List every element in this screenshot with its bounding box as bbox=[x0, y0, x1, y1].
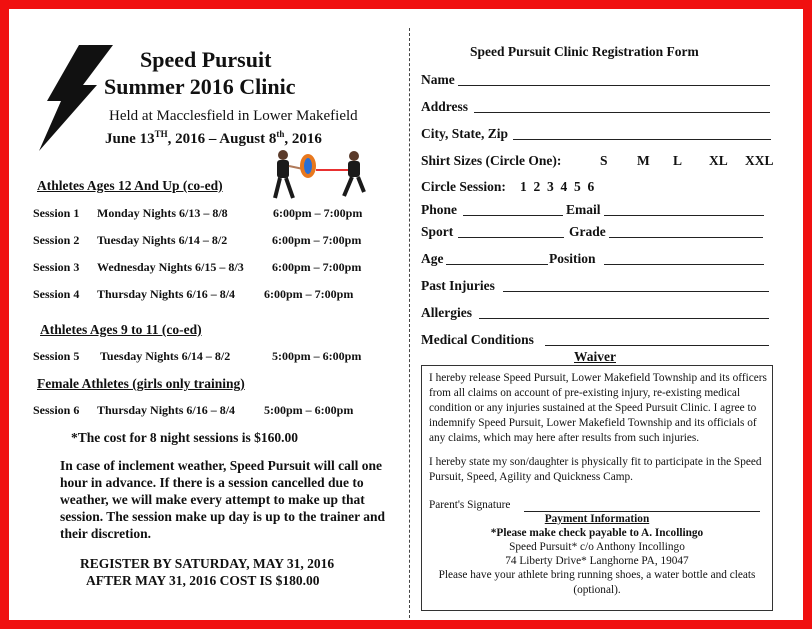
clinic-dates bbox=[105, 129, 322, 148]
position-field[interactable] bbox=[604, 264, 764, 265]
group-heading-9-11: Athletes Ages 9 to 11 (co-ed) bbox=[40, 322, 202, 337]
group-heading-female: Female Athletes (girls only training) bbox=[37, 376, 245, 391]
athletes-illustration bbox=[268, 148, 368, 202]
mailing-address-line1: Speed Pursuit* c/o Anthony Incollingo bbox=[509, 541, 685, 553]
lightning-bolt-icon bbox=[35, 45, 115, 153]
late-cost: AFTER MAY 31, 2016 COST IS $180.00 bbox=[86, 573, 320, 588]
clinic-title-line1: Speed Pursuit bbox=[140, 47, 272, 72]
circle-session-label: Circle Session: bbox=[421, 179, 506, 194]
address-label: Address bbox=[421, 99, 469, 114]
dates-end: , 2016 – August 8 bbox=[167, 131, 277, 147]
name-field[interactable] bbox=[458, 85, 770, 86]
sport-field[interactable] bbox=[458, 237, 564, 238]
session-4-day: Thursday Nights 6/16 – 8/4 bbox=[97, 287, 236, 301]
payment-payable-note: *Please make check payable to A. Incollingo bbox=[490, 527, 704, 539]
email-field[interactable] bbox=[604, 215, 764, 216]
dates-sup-2: th bbox=[276, 129, 285, 139]
grade-label: Grade bbox=[569, 224, 606, 239]
age-field[interactable] bbox=[446, 264, 548, 265]
payment-info-title: Payment Information bbox=[544, 513, 650, 525]
form-title: Speed Pursuit Clinic Registration Form bbox=[470, 44, 699, 59]
city-state-zip-label: City, State, Zip bbox=[421, 126, 509, 141]
age-label: Age bbox=[421, 251, 444, 266]
shirt-size-xl[interactable]: XL bbox=[709, 153, 728, 168]
mailing-address-line2: 74 Liberty Drive* Langhorne PA, 19047 bbox=[505, 555, 689, 567]
parent-signature-label: Parent's Signature bbox=[429, 499, 511, 511]
waiver-box bbox=[421, 365, 773, 611]
session-5-day: Tuesday Nights 6/14 – 8/2 bbox=[100, 349, 231, 363]
waiver-release-text: I hereby release Speed Pursuit, Lower Makefield Township and its officers from all claims on account of pre-existing injury, re-existing medical condition or any injuries sustained at the Speed Pursuit Clinic. I agree to indemnify Speed Pursuit, Lower Makefield Township and its officials of any claims, which may here after results from such injuries. bbox=[429, 372, 767, 444]
session-1-name: Session 1 bbox=[33, 206, 80, 220]
name-label: Name bbox=[421, 72, 455, 87]
position-label: Position bbox=[549, 251, 596, 266]
dates-start: June 13 bbox=[105, 131, 155, 147]
session-6-time: 5:00pm – 6:00pm bbox=[264, 403, 354, 417]
city-state-zip-field[interactable] bbox=[513, 139, 771, 140]
session-2-time: 6:00pm – 7:00pm bbox=[272, 233, 362, 247]
grade-field[interactable] bbox=[609, 237, 763, 238]
session-5-time: 5:00pm – 6:00pm bbox=[272, 349, 362, 363]
phone-field[interactable] bbox=[463, 215, 563, 216]
session-1-time: 6:00pm – 7:00pm bbox=[273, 206, 363, 220]
session-3-time: 6:00pm – 7:00pm bbox=[272, 260, 362, 274]
session-6-name: Session 6 bbox=[33, 403, 80, 417]
session-6-day: Thursday Nights 6/16 – 8/4 bbox=[97, 403, 236, 417]
shirt-size-xxl[interactable]: XXL bbox=[745, 153, 774, 168]
session-3-day: Wednesday Nights 6/15 – 8/3 bbox=[97, 260, 244, 274]
waiver-fitness-text: I hereby state my son/daughter is physically fit to participate in the Speed Pursuit, Speed, Agility and Quickness Camp. bbox=[429, 456, 762, 483]
past-injuries-field[interactable] bbox=[503, 291, 769, 292]
equipment-note: Please have your athlete bring running shoes, a water bottle and cleats (optional). bbox=[438, 569, 756, 596]
sport-label: Sport bbox=[421, 224, 454, 239]
cost-note: *The cost for 8 night sessions is $160.00 bbox=[71, 430, 299, 445]
session-5-name: Session 5 bbox=[33, 349, 80, 363]
phone-label: Phone bbox=[421, 202, 458, 217]
dates-year: , 2016 bbox=[284, 131, 322, 147]
register-deadline: REGISTER BY SATURDAY, MAY 31, 2016 bbox=[80, 556, 335, 571]
group-heading-12-up: Athletes Ages 12 And Up (co-ed) bbox=[37, 178, 223, 193]
session-1-day: Monday Nights 6/13 – 8/8 bbox=[97, 206, 228, 220]
session-numbers[interactable]: 1 2 3 4 5 6 bbox=[520, 179, 595, 194]
session-2-day: Tuesday Nights 6/14 – 8/2 bbox=[97, 233, 228, 247]
session-2-name: Session 2 bbox=[33, 233, 80, 247]
shirt-size-l[interactable]: L bbox=[673, 153, 683, 168]
session-4-time: 6:00pm – 7:00pm bbox=[264, 287, 354, 301]
session-3-name: Session 3 bbox=[33, 260, 80, 274]
clinic-location: Held at Macclesfield in Lower Makefield bbox=[109, 108, 358, 124]
address-field[interactable] bbox=[474, 112, 770, 113]
shirt-size-s[interactable]: S bbox=[600, 153, 608, 168]
allergies-field[interactable] bbox=[479, 318, 769, 319]
shirt-size-m[interactable]: M bbox=[637, 153, 650, 168]
allergies-label: Allergies bbox=[421, 305, 472, 320]
medical-conditions-field[interactable] bbox=[545, 345, 769, 346]
email-label: Email bbox=[566, 202, 601, 217]
waiver-title: Waiver bbox=[574, 349, 616, 364]
weather-note: In case of inclement weather, Speed Pursuit will call one hour in advance. If there is a session cancelled due to weather, we will make every attempt to make up that session. The session make up day is up to the trainer and their discretion. bbox=[60, 458, 386, 541]
dashed-cut-line bbox=[409, 28, 410, 618]
clinic-title-line2: Summer 2016 Clinic bbox=[104, 74, 296, 99]
medical-conditions-label: Medical Conditions bbox=[421, 332, 534, 347]
dates-sup-1: TH bbox=[154, 129, 168, 139]
session-4-name: Session 4 bbox=[33, 287, 80, 301]
shirt-size-label: Shirt Sizes (Circle One): bbox=[421, 153, 562, 168]
past-injuries-label: Past Injuries bbox=[421, 278, 495, 293]
